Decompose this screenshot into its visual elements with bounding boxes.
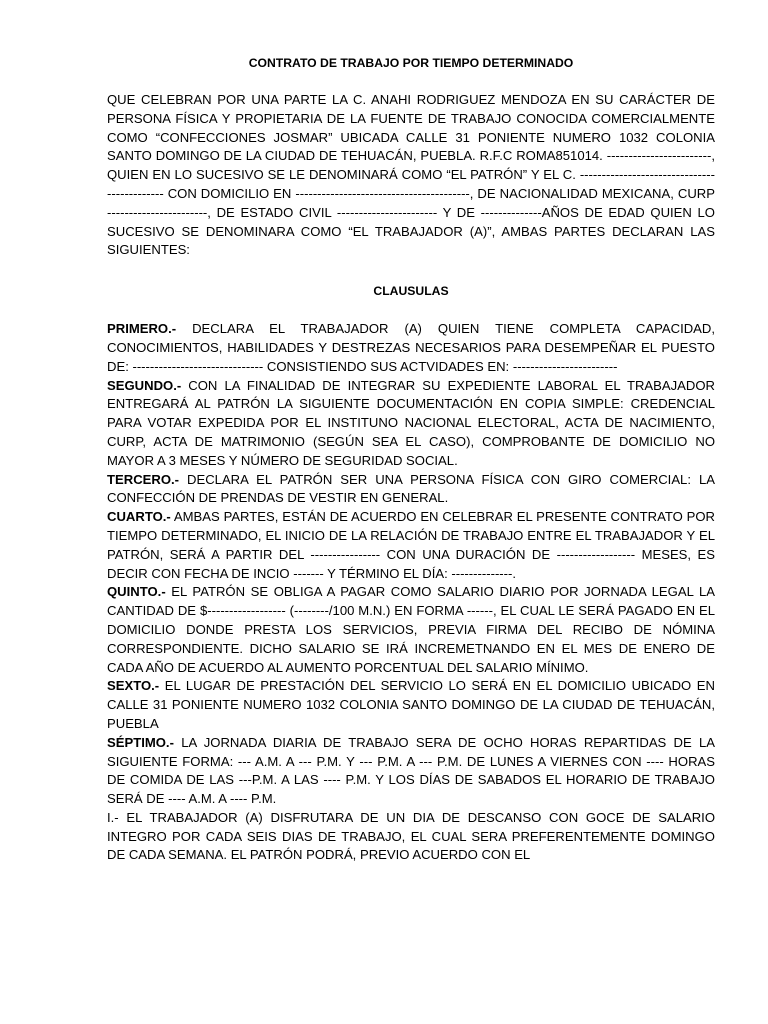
clause-label: QUINTO.-: [107, 584, 166, 600]
clause-septimo: [107, 734, 715, 809]
clause-text: I.- EL TRABAJADOR (A) DISFRUTARA DE UN DIA DE DESCANSO CON GOCE DE SALARIO INTEGRO POR CADA SEIS DIAS DE TRABAJO, EL CUAL SERA PREFERENTEMENTE DOMINGO DE CADA SEMANA. EL PATRÓN PODRÁ, PREVIO ACUERDO CON EL: [107, 809, 715, 863]
clause-text: EL PATRÓN SE OBLIGA A PAGAR COMO SALARIO DIARIO POR JORNADA LEGAL LA CANTIDAD DE $------------------ (--------/100 M.N.) EN FORMA ------, EL CUAL LE SERÁ PAGADO EN EL DOMICILIO DONDE PRESTA LOS SERVICIOS, PREVIA FIRMA DEL RECIBO DE NÓMINA CORRESPONDIENTE. DICHO SALARIO SE IRÁ INCREMETNANDO EN EL MES DE ENERO DE CADA AÑO DE ACUERDO AL AUMENTO PORCENTUAL DEL SALARIO MÍNIMO.: [107, 584, 715, 675]
clause-subsection-i: [107, 809, 715, 865]
clause-primero: [107, 320, 715, 376]
clause-label: SÉPTIMO.-: [107, 734, 174, 750]
intro-paragraph: QUE CELEBRAN POR UNA PARTE LA C. ANAHI RODRIGUEZ MENDOZA EN SU CARÁCTER DE PERSONA FÍSICA Y PROPIETARIA DE LA FUENTE DE TRABAJO CONOCIDA COMERCIALMENTE COMO “CONFECCIONES JOSMAR” UBICADA CALLE 31 PONIENTE NUMERO 1032 COLONIA SANTO DOMINGO DE LA CIUDAD DE TEHUACÁN, PUEBLA. R.F.C ROMA851014. ------------------------, QUIEN EN LO SUCESIVO SE LE DENOMINARÁ COMO “EL PATRÓN” Y EL C. -------------------------------------------- CON DOMICILIO EN ----------------------------------------, DE NACIONALIDAD MEXICANA, CURP -----------------------, DE ESTADO CIVIL ----------------------- Y DE --------------AÑOS DE EDAD QUIEN LO SUCESIVO SE DENOMINARA COMO “EL TRABAJADOR (A)”, AMBAS PARTES DECLARAN LAS SIGUIENTES:: [107, 92, 715, 258]
clause-tercero: [107, 471, 715, 509]
document-title: CONTRATO DE TRABAJO POR TIEMPO DETERMINADO: [248, 56, 574, 70]
clause-cuarto: [107, 508, 715, 583]
clause-quinto: [107, 583, 715, 677]
clause-label: SEGUNDO.-: [107, 377, 182, 393]
clause-text: EL LUGAR DE PRESTACIÓN DEL SERVICIO LO SERÁ EN EL DOMICILIO UBICADO EN CALLE 31 PONIENTE NUMERO 1032 COLONIA SANTO DOMINGO DE LA CIUDAD DE TEHUACÁN, PUEBLA: [107, 678, 715, 731]
clause-text: AMBAS PARTES, ESTÁN DE ACUERDO EN CELEBRAR EL PRESENTE CONTRATO POR TIEMPO DETERMINADO, EL INICIO DE LA RELACIÓN DE TRABAJO ENTRE EL TRABAJADOR Y EL PATRÓN, SERÁ A PARTIR DEL ---------------- CON UNA DURACIÓN DE ------------------ MESES, ES DECIR CON FECHA DE INCIO ------- Y TÉRMINO EL DÍA: --------------.: [107, 509, 715, 581]
clause-sexto: [107, 677, 715, 733]
clause-text: LA JORNADA DIARIA DE TRABAJO SERA DE OCHO HORAS REPARTIDAS DE LA SIGUIENTE FORMA: --- A.M. A --- P.M. Y --- P.M. A --- P.M. DE LUNES A VIERNES CON ---- HORAS DE COMIDA DE LAS ---P.M. A LAS ---- P.M. Y LOS DÍAS DE SABADOS EL HORARIO DE TRABAJO SERÁ DE ---- A.M. A ---- P.M.: [107, 734, 715, 807]
clause-text: CON LA FINALIDAD DE INTEGRAR SU EXPEDIENTE LABORAL EL TRABAJADOR ENTREGARÁ AL PATRÓN LA SIGUIENTE DOCUMENTACIÓN EN COPIA SIMPLE: CREDENCIAL PARA VOTAR EXPEDIDA POR EL INSTITUNO NACIONAL ELECTORAL, ACTA DE NACIMIENTO, CURP, ACTA DE MATRIMONIO (SEGÚN SEA EL CASO), COMPROBANTE DE DOMICILIO NO MAYOR A 3 MESES Y NÚMERO DE SEGURIDAD SOCIAL.: [107, 377, 715, 468]
clauses-heading: CLAUSULAS: [373, 284, 449, 299]
clauses-list: [107, 320, 715, 865]
clause-label: PRIMERO.-: [107, 321, 177, 337]
contract-page: [107, 52, 715, 865]
clause-label: CUARTO.-: [107, 509, 171, 525]
clause-segundo: [107, 377, 715, 471]
clause-text: DECLARA EL TRABAJADOR (A) QUIEN TIENE COMPLETA CAPACIDAD, CONOCIMIENTOS, HABILIDADES Y DESTREZAS NECESARIOS PARA DESEMPEÑAR EL PUESTO DE: ------------------------------ CONSISTIENDO SUS ACTVIDADES EN: ------------------------: [107, 321, 715, 374]
clause-label: SEXTO.-: [107, 678, 160, 694]
clause-label: TERCERO.-: [107, 471, 180, 487]
clause-text: DECLARA EL PATRÓN SER UNA PERSONA FÍSICA CON GIRO COMERCIAL: LA CONFECCIÓN DE PRENDAS DE VESTIR EN GENERAL.: [107, 471, 715, 506]
